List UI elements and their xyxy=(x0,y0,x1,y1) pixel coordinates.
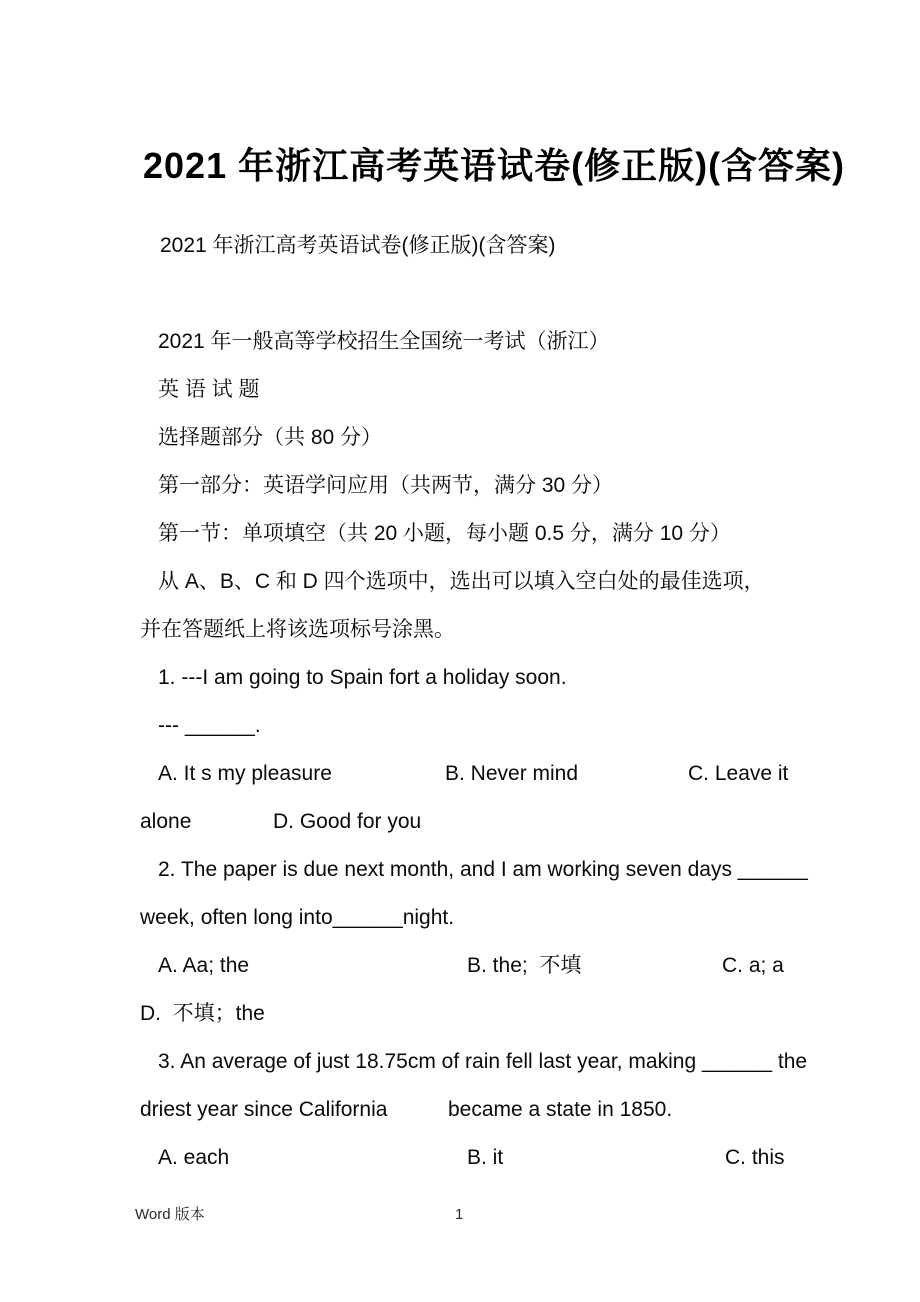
q3-stem-line-2a: driest year since California xyxy=(140,1098,388,1121)
q1-stem-line-1: 1. ---I am going to Spain fort a holiday soon. xyxy=(158,666,567,689)
instructions-line-2: 并在答题纸上将该选项标号涂黑。 xyxy=(140,618,455,641)
q2-option-a: A. Aa; the xyxy=(158,954,250,977)
q2-stem-line-1: 2. The paper is due next month, and I am working seven days ______ xyxy=(158,858,808,881)
exam-heading: 2021 年一般高等学校招生全国统一考试（浙江） xyxy=(158,330,610,353)
q2-option-c: C. a; a xyxy=(722,954,784,977)
q1-option-b: B. Never mind xyxy=(445,762,579,785)
q3-stem-line-1: 3. An average of just 18.75cm of rain fell last year, making ______ the xyxy=(158,1050,808,1073)
part-one-heading: 第一部分：英语学问应用（共两节，满分 30 分） xyxy=(158,474,614,497)
q3-option-b: B. it xyxy=(467,1146,504,1169)
q2-stem-line-2: week, often long into______night. xyxy=(140,906,455,929)
q3-option-c: C. this xyxy=(725,1146,785,1169)
q1-option-c-continuation: alone xyxy=(140,810,192,833)
node-one-heading: 第一节：单项填空（共 20 小题，每小题 0.5 分，满分 10 分） xyxy=(158,522,731,545)
footer-label: Word 版本 xyxy=(135,1206,205,1223)
q2-option-b: B. the; 不填 xyxy=(467,954,582,977)
q3-stem-line-2b: became a state in 1850. xyxy=(448,1098,673,1121)
section-heading: 选择题部分（共 80 分） xyxy=(158,426,383,449)
q1-stem-line-2: --- ______. xyxy=(158,714,261,737)
page-number: 1 xyxy=(455,1206,464,1223)
q3-option-a: A. each xyxy=(158,1146,230,1169)
q1-option-c: C. Leave it xyxy=(688,762,789,785)
q2-option-d: D. 不填；the xyxy=(140,1002,265,1025)
document-subtitle: 2021 年浙江高考英语试卷(修正版)(含答案) xyxy=(160,234,556,257)
q1-option-d: D. Good for you xyxy=(273,810,422,833)
subject-title: 英 语 试 题 xyxy=(158,378,260,401)
document-title: 2021 年浙江高考英语试卷(修正版)(含答案) xyxy=(143,145,846,186)
q1-option-a: A. It s my pleasure xyxy=(158,762,332,785)
instructions-line-1: 从 A、B、C 和 D 四个选项中，选出可以填入空白处的最佳选项， xyxy=(158,570,765,593)
